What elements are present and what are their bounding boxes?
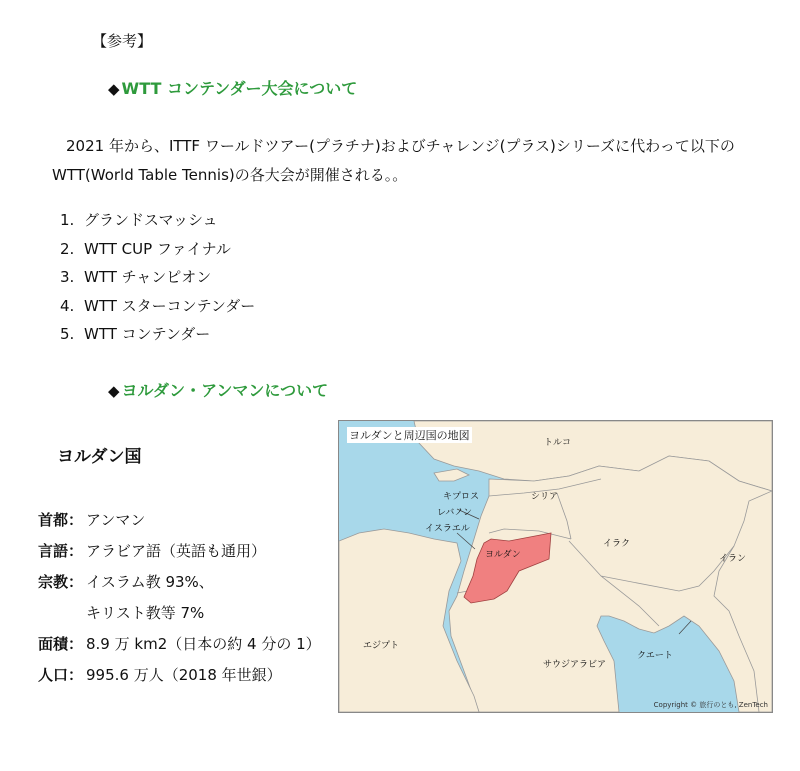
jordan-section-heading — [108, 378, 328, 401]
list-number: 1. — [60, 211, 75, 229]
list-number: 5. — [60, 325, 75, 343]
list-text: グランドスマッシュ — [84, 211, 218, 229]
religion-label: 宗教： — [38, 573, 84, 591]
map-label-turkey: トルコ — [544, 438, 572, 448]
language-row — [38, 536, 321, 567]
list-text: WTT コンテンダー — [84, 325, 211, 343]
population-row — [38, 660, 321, 691]
jordan-heading-text: ヨルダン・アンマンについて — [121, 381, 329, 400]
list-number: 4. — [60, 296, 75, 315]
religion-row-2: キリスト教等 7% — [86, 604, 205, 622]
population-label: 人口： — [38, 666, 84, 684]
area-label: 面積： — [38, 635, 84, 653]
capital-label: 首都： — [38, 511, 84, 529]
religion-value: イスラム教 93%、 — [86, 573, 214, 591]
language-value: アラビア語（英語も通用） — [86, 542, 267, 560]
country-facts — [38, 505, 321, 691]
map-title: ヨルダンと周辺国の地図 — [349, 429, 470, 442]
map-label-iran: イラン — [719, 554, 747, 564]
diamond-bullet-icon: ◆ — [108, 382, 120, 400]
religion-row — [38, 567, 321, 598]
wtt-heading-text: WTT コンテンダー大会について — [121, 79, 358, 98]
region-map — [338, 420, 773, 713]
diamond-bullet-icon: ◆ — [108, 80, 120, 98]
list-number: 3. — [60, 268, 75, 286]
country-title: ヨルダン国 — [57, 447, 142, 467]
list-number: 2. — [60, 239, 75, 258]
list-text: WTT CUP ファイナル — [84, 239, 231, 258]
list-item — [60, 263, 255, 292]
list-text: WTT チャンピオン — [84, 268, 212, 286]
population-value: 995.6 万人（2018 年世銀） — [86, 666, 282, 684]
wtt-section-heading — [108, 76, 357, 99]
list-item — [60, 235, 255, 264]
map-label-iraq: イラク — [603, 539, 631, 549]
map-label-saudi: サウジアラビア — [543, 660, 607, 670]
map-label-lebanon: レバノン — [437, 508, 473, 518]
map-label-kuwait: クエート — [637, 651, 673, 661]
map-copyright: Copyright © 旅行のとも, ZenTech — [653, 701, 768, 709]
intro-paragraph: 2021 年から、ITTF ワールドツアー(プラチナ)およびチャレンジ(プラス)シリーズに代わって以下の WTT(World Table Tennis)の各大会が開催される。。 — [52, 137, 735, 184]
capital-row — [38, 505, 321, 536]
list-item — [60, 320, 255, 349]
event-list — [60, 206, 255, 349]
language-label: 言語： — [38, 542, 84, 560]
map-label-syria: シリア — [531, 492, 559, 502]
area-row — [38, 629, 321, 660]
map-label-jordan: ヨルダン — [485, 550, 521, 560]
area-value: 8.9 万 km2（日本の約 4 分の 1） — [86, 635, 321, 653]
map-label-egypt: エジプト — [363, 641, 400, 651]
reference-label: 【参考】 — [92, 32, 153, 50]
list-text: WTT スターコンテンダー — [84, 296, 256, 315]
list-item — [60, 206, 255, 235]
map-label-israel: イスラエル — [425, 524, 470, 534]
capital-value: アンマン — [86, 511, 146, 529]
list-item — [60, 292, 255, 321]
map-label-cyprus: キプロス — [443, 492, 480, 502]
